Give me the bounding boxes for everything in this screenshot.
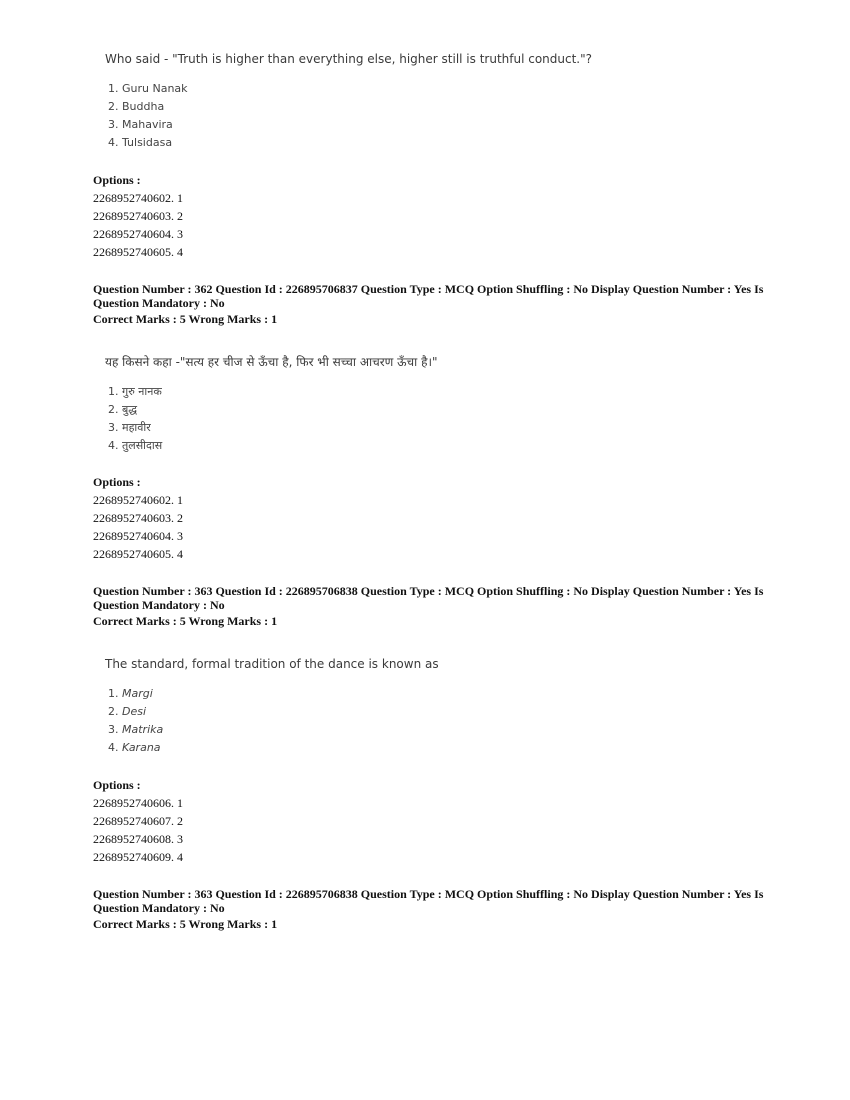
option-id-row: 2268952740609. 4 bbox=[93, 850, 183, 864]
question-meta bbox=[93, 887, 765, 931]
question-meta bbox=[93, 584, 765, 628]
option-id-row: 2268952740606. 1 bbox=[93, 796, 183, 810]
choice-item: 3. Mahavira bbox=[108, 118, 173, 131]
answer-choices bbox=[108, 685, 163, 757]
option-id-row: 2268952740607. 2 bbox=[93, 814, 183, 828]
marks-line: Correct Marks : 5 Wrong Marks : 1 bbox=[93, 312, 278, 326]
option-id-row: 2268952740603. 2 bbox=[93, 209, 183, 223]
option-id-row: 2268952740603. 2 bbox=[93, 511, 183, 525]
question-meta-line: Question Number : 363 Question Id : 226895706838 Question Type : MCQ Option Shuffling : No Display Question Number : Yes Is Question Mandatory : No bbox=[93, 584, 764, 612]
choice-item: 4. Tulsidasa bbox=[108, 136, 173, 149]
choice-item: 1. Guru Nanak bbox=[108, 82, 188, 95]
option-id-row: 2268952740602. 1 bbox=[93, 493, 183, 507]
answer-choices bbox=[108, 80, 188, 152]
marks-line: Correct Marks : 5 Wrong Marks : 1 bbox=[93, 614, 278, 628]
options-list bbox=[93, 172, 183, 261]
marks-line: Correct Marks : 5 Wrong Marks : 1 bbox=[93, 917, 278, 931]
choice-item: 4. Karana bbox=[108, 741, 161, 754]
option-id-row: 2268952740604. 3 bbox=[93, 227, 183, 241]
choice-item: 1. गुरु नानक bbox=[108, 385, 162, 398]
choice-item: 4. तुलसीदास bbox=[108, 439, 163, 452]
options-list bbox=[93, 474, 183, 563]
option-id-row: 2268952740608. 3 bbox=[93, 832, 183, 846]
option-id-row: 2268952740602. 1 bbox=[93, 191, 183, 205]
choice-item: 2. बुद्ध bbox=[108, 403, 138, 416]
question-meta-line: Question Number : 362 Question Id : 226895706837 Question Type : MCQ Option Shuffling : No Display Question Number : Yes Is Question Mandatory : No bbox=[93, 282, 764, 310]
options-heading: Options : bbox=[93, 475, 141, 489]
question-meta bbox=[93, 282, 765, 326]
question-text: यह किसने कहा -"सत्य हर चीज से ऊँचा है, फिर भी सच्चा आचरण ऊँचा है।" bbox=[105, 355, 438, 369]
choice-item: 2. Desi bbox=[108, 705, 147, 718]
choice-item: 3. Matrika bbox=[108, 723, 164, 736]
question-text: Who said - "Truth is higher than everything else, higher still is truthful conduct."? bbox=[105, 52, 593, 66]
question-text: The standard, formal tradition of the dance is known as bbox=[105, 657, 439, 671]
option-id-row: 2268952740604. 3 bbox=[93, 529, 183, 543]
choice-item: 3. महावीर bbox=[108, 421, 151, 434]
choice-item: 2. Buddha bbox=[108, 100, 165, 113]
options-heading: Options : bbox=[93, 173, 141, 187]
options-list bbox=[93, 777, 183, 866]
answer-choices bbox=[108, 383, 162, 455]
choice-item: 1. Margi bbox=[108, 687, 153, 700]
options-heading: Options : bbox=[93, 778, 141, 792]
option-id-row: 2268952740605. 4 bbox=[93, 547, 183, 561]
question-meta-line: Question Number : 363 Question Id : 226895706838 Question Type : MCQ Option Shuffling : No Display Question Number : Yes Is Question Mandatory : No bbox=[93, 887, 764, 915]
option-id-row: 2268952740605. 4 bbox=[93, 245, 183, 259]
